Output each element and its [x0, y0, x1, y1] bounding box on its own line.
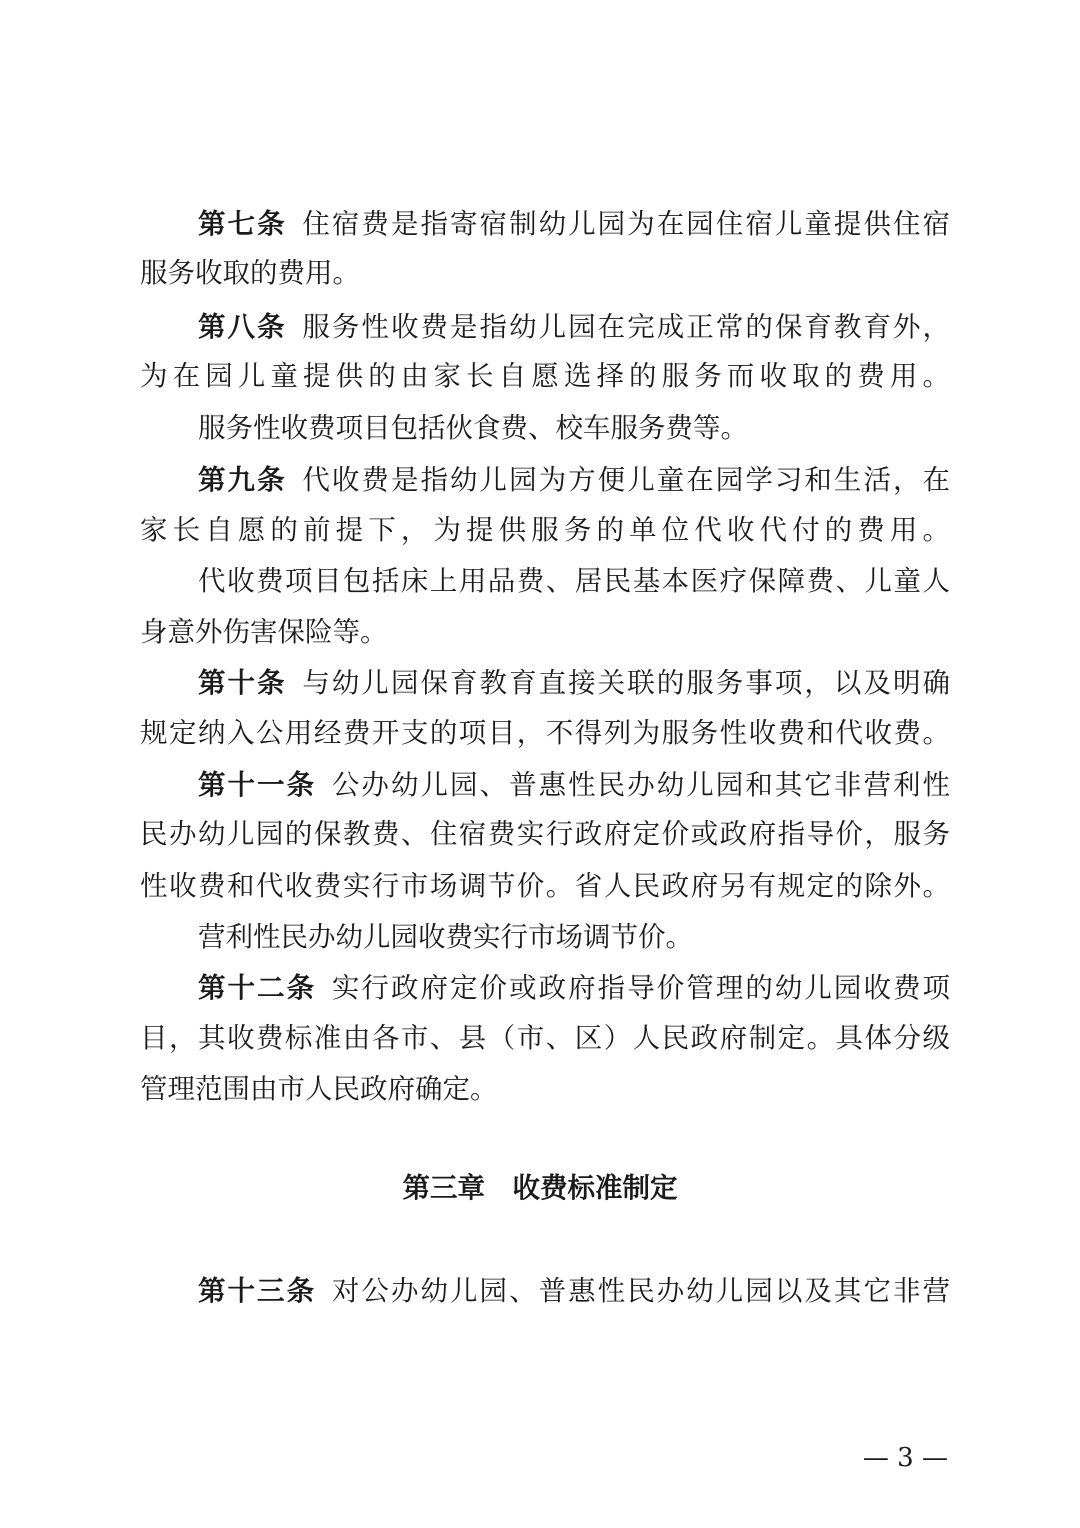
- paragraph-text: 性收费和代收费实行市场调节价。省人民政府另有规定的除外。: [140, 870, 950, 902]
- article-number: 第十三条: [198, 1275, 317, 1307]
- paragraph-text: 公办幼儿园、普惠性民办幼儿园和其它非营利性: [329, 769, 951, 801]
- article-number: 第七条: [198, 208, 287, 240]
- paragraph-line: [140, 814, 950, 854]
- article-number: 第十二条: [198, 972, 317, 1004]
- chapter-heading: 第三章 收费标准制定: [402, 1172, 678, 1204]
- paragraph-text: 为在园儿童提供的由家长自愿选择的服务而收取的费用。: [140, 360, 950, 392]
- paragraph-text: 身意外伤害保险等。: [140, 616, 388, 648]
- paragraph-text: 代收费是指幼儿园为方便儿童在园学习和生活，在: [300, 464, 951, 496]
- paragraph-text: 家长自愿的前提下，为提供服务的单位代收代付的费用。: [140, 514, 950, 546]
- paragraph-line: [198, 917, 950, 957]
- paragraph-line: [140, 1069, 950, 1109]
- paragraph-text: 服务性收费项目包括伙食费、校车服务费等。: [198, 412, 748, 444]
- paragraph-line: [198, 561, 950, 601]
- paragraph-line: [198, 765, 950, 805]
- paragraph-text: 管理范围由市人民政府确定。: [140, 1073, 498, 1105]
- article-number: 第十一条: [198, 769, 317, 801]
- paragraph-text: 对公办幼儿园、普惠性民办幼儿园以及其它非营: [329, 1275, 951, 1307]
- paragraph-text: 实行政府定价或政府指导价管理的幼儿园收费项: [329, 972, 951, 1004]
- paragraph-text: 规定纳入公用经费开支的项目，不得列为服务性收费和代收费。: [140, 717, 950, 749]
- paragraph-line: [140, 253, 950, 293]
- paragraph-line: [140, 612, 950, 652]
- article-number: 第十条: [198, 667, 287, 699]
- paragraph-line: [198, 460, 950, 500]
- paragraph-text: 与幼儿园保育教育直接关联的服务事项，以及明确: [300, 667, 951, 699]
- paragraph-line: [140, 356, 950, 396]
- paragraph-line: [198, 307, 950, 347]
- paragraph-line: [198, 968, 950, 1008]
- paragraph-line: [198, 204, 950, 244]
- paragraph-line: [140, 866, 950, 906]
- article-number: 第九条: [198, 464, 287, 496]
- paragraph-line: [198, 408, 950, 448]
- paragraph-text: 服务性收费是指幼儿园在完成正常的保育教育外，: [300, 311, 951, 343]
- paragraph-line: [198, 1271, 950, 1311]
- paragraph-line: [198, 663, 950, 703]
- paragraph-text: 住宿费是指寄宿制幼儿园为在园住宿儿童提供住宿: [300, 208, 951, 240]
- article-number: 第八条: [198, 311, 287, 343]
- paragraph-text: 服务收取的费用。: [140, 257, 360, 289]
- paragraph-text: 营利性民办幼儿园收费实行市场调节价。: [198, 921, 693, 953]
- page-number: — 3 —: [862, 1443, 948, 1473]
- paragraph-line: [140, 510, 950, 550]
- paragraph-line: [140, 1018, 950, 1058]
- paragraph-text: 民办幼儿园的保教费、住宿费实行政府定价或政府指导价，服务: [140, 818, 950, 850]
- paragraph-line: [140, 713, 950, 753]
- paragraph-text: 目，其收费标准由各市、县（市、区）人民政府制定。具体分级: [140, 1022, 950, 1054]
- paragraph-text: 代收费项目包括床上用品费、居民基本医疗保障费、儿童人: [198, 565, 950, 597]
